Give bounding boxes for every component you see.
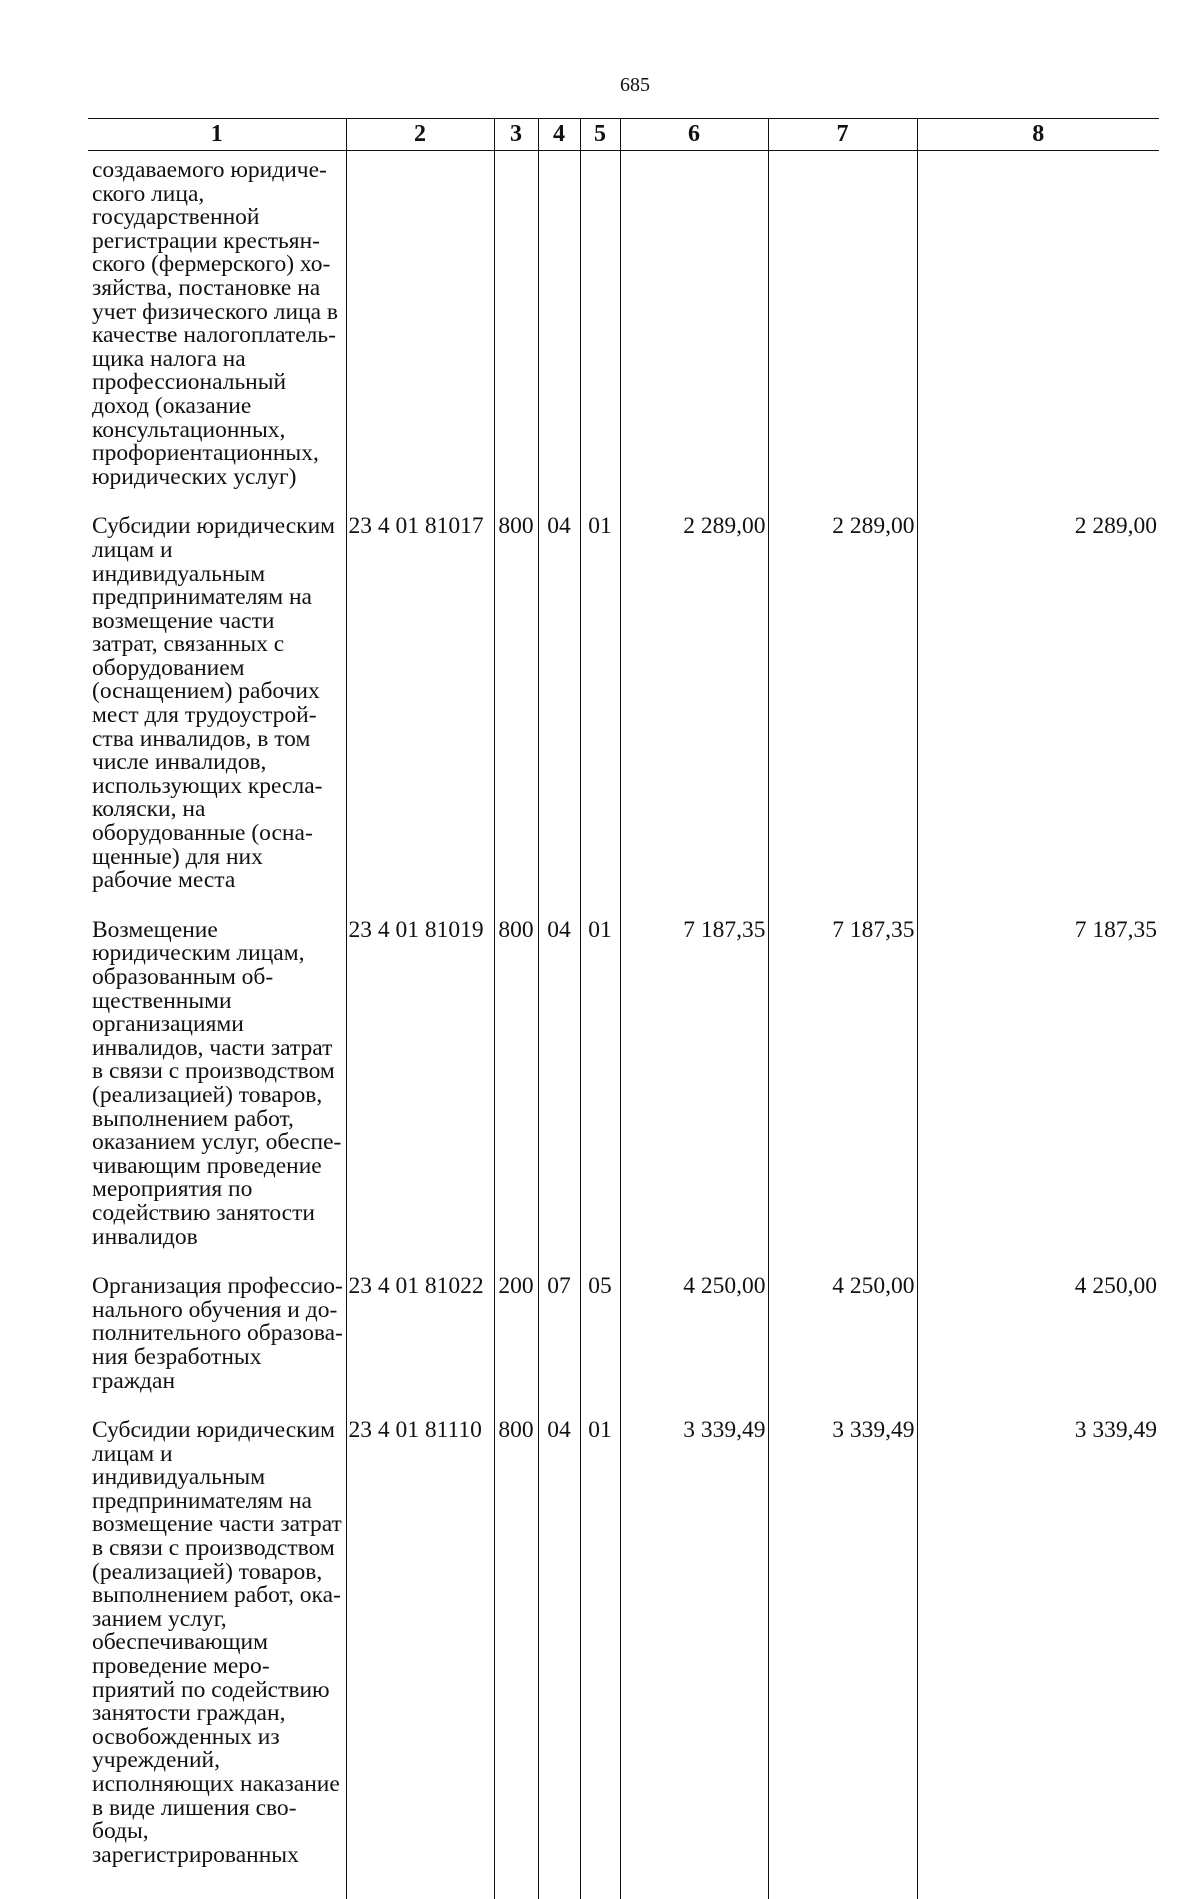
row-c7: 3 339,49 [768,1415,917,1899]
row-code: 23 4 01 81110 [346,1415,494,1899]
row-c6: 2 289,00 [620,511,768,915]
row-description: Субсидии юридическим лицам и индивидуальным предпринимателям на возмещение части затрат, связанных с оборудованием (оснащением) рабочих мест для трудоустройства инвалидов, в том числе инвалидов, использующих кресла-коляски, на оборудованные (оснащенные) для них рабочие места [92,513,336,894]
row-c8: 3 339,49 [917,1415,1159,1899]
row-c7: 4 250,00 [768,1271,917,1415]
row-c4 [538,151,580,512]
header-col-6: 6 [620,119,768,151]
row-c8: 2 289,00 [917,511,1159,915]
page-number: 685 [620,74,650,96]
row-description: Возмещение юридическим лицам, образованным общественными организациями инвалидов, части затрат в связи с производством (реализацией) товаров, выполнением работ, оказанием услуг, обеспечивающим проведение мероприятия по содействию занятости инвалидов [92,916,342,1250]
row-description: создаваемого юридического лица, государственной регистрации крестьянского (фермерского) хозяйства, постановке на учет физического лица в качестве налогоплательщика налога на профессиональный доход (оказание консультационных, профориентационных, юридических услуг) [92,157,339,490]
row-code: 23 4 01 81019 [346,915,494,1271]
row-c4: 07 [538,1271,580,1415]
header-row [88,119,1159,151]
row-c3: 800 [494,915,538,1271]
row-c3: 200 [494,1271,538,1415]
row-c5 [580,151,620,512]
budget-table [88,118,1159,1899]
row-c6 [620,151,768,512]
row-c8: 4 250,00 [917,1271,1159,1415]
row-c4: 04 [538,915,580,1271]
header-col-1: 1 [88,119,346,151]
row-c5: 01 [580,1415,620,1899]
table-row-continuation [88,151,1159,512]
row-c8: 7 187,35 [917,915,1159,1271]
row-c3: 800 [494,1415,538,1899]
row-c7: 2 289,00 [768,511,917,915]
row-c5: 05 [580,1271,620,1415]
row-c7: 7 187,35 [768,915,917,1271]
header-col-2: 2 [346,119,494,151]
row-c6: 3 339,49 [620,1415,768,1899]
row-c6: 7 187,35 [620,915,768,1271]
row-description: Организация профессионального обучения и дополнительного образования безработных граждан [92,1273,343,1394]
row-c5: 01 [580,511,620,915]
budget-table-container [88,118,1159,1868]
row-c8 [917,151,1159,512]
table-row [88,1271,1159,1415]
row-c7 [768,151,917,512]
table-row [88,1415,1159,1899]
header-col-5: 5 [580,119,620,151]
row-c5: 01 [580,915,620,1271]
row-c3 [494,151,538,512]
row-code [346,151,494,512]
row-c4: 04 [538,1415,580,1899]
header-col-7: 7 [768,119,917,151]
header-col-3: 3 [494,119,538,151]
row-code: 23 4 01 81017 [346,511,494,915]
row-c6: 4 250,00 [620,1271,768,1415]
row-code: 23 4 01 81022 [346,1271,494,1415]
row-c3: 800 [494,511,538,915]
table-row [88,915,1159,1271]
header-col-8: 8 [917,119,1159,151]
row-c4: 04 [538,511,580,915]
row-description: Субсидии юридическим лицам и индивидуальным предпринимателям на возмещение части затрат в связи с производством (реализацией) товаров, выполнением работ, оказанием услуг, обеспечивающим проведение мероприятий по содействию занятости граждан, освобожденных из учреждений, исполняющих наказание в виде лишения свободы, зарегистрированных [92,1417,342,1868]
table-row [88,511,1159,915]
header-col-4: 4 [538,119,580,151]
